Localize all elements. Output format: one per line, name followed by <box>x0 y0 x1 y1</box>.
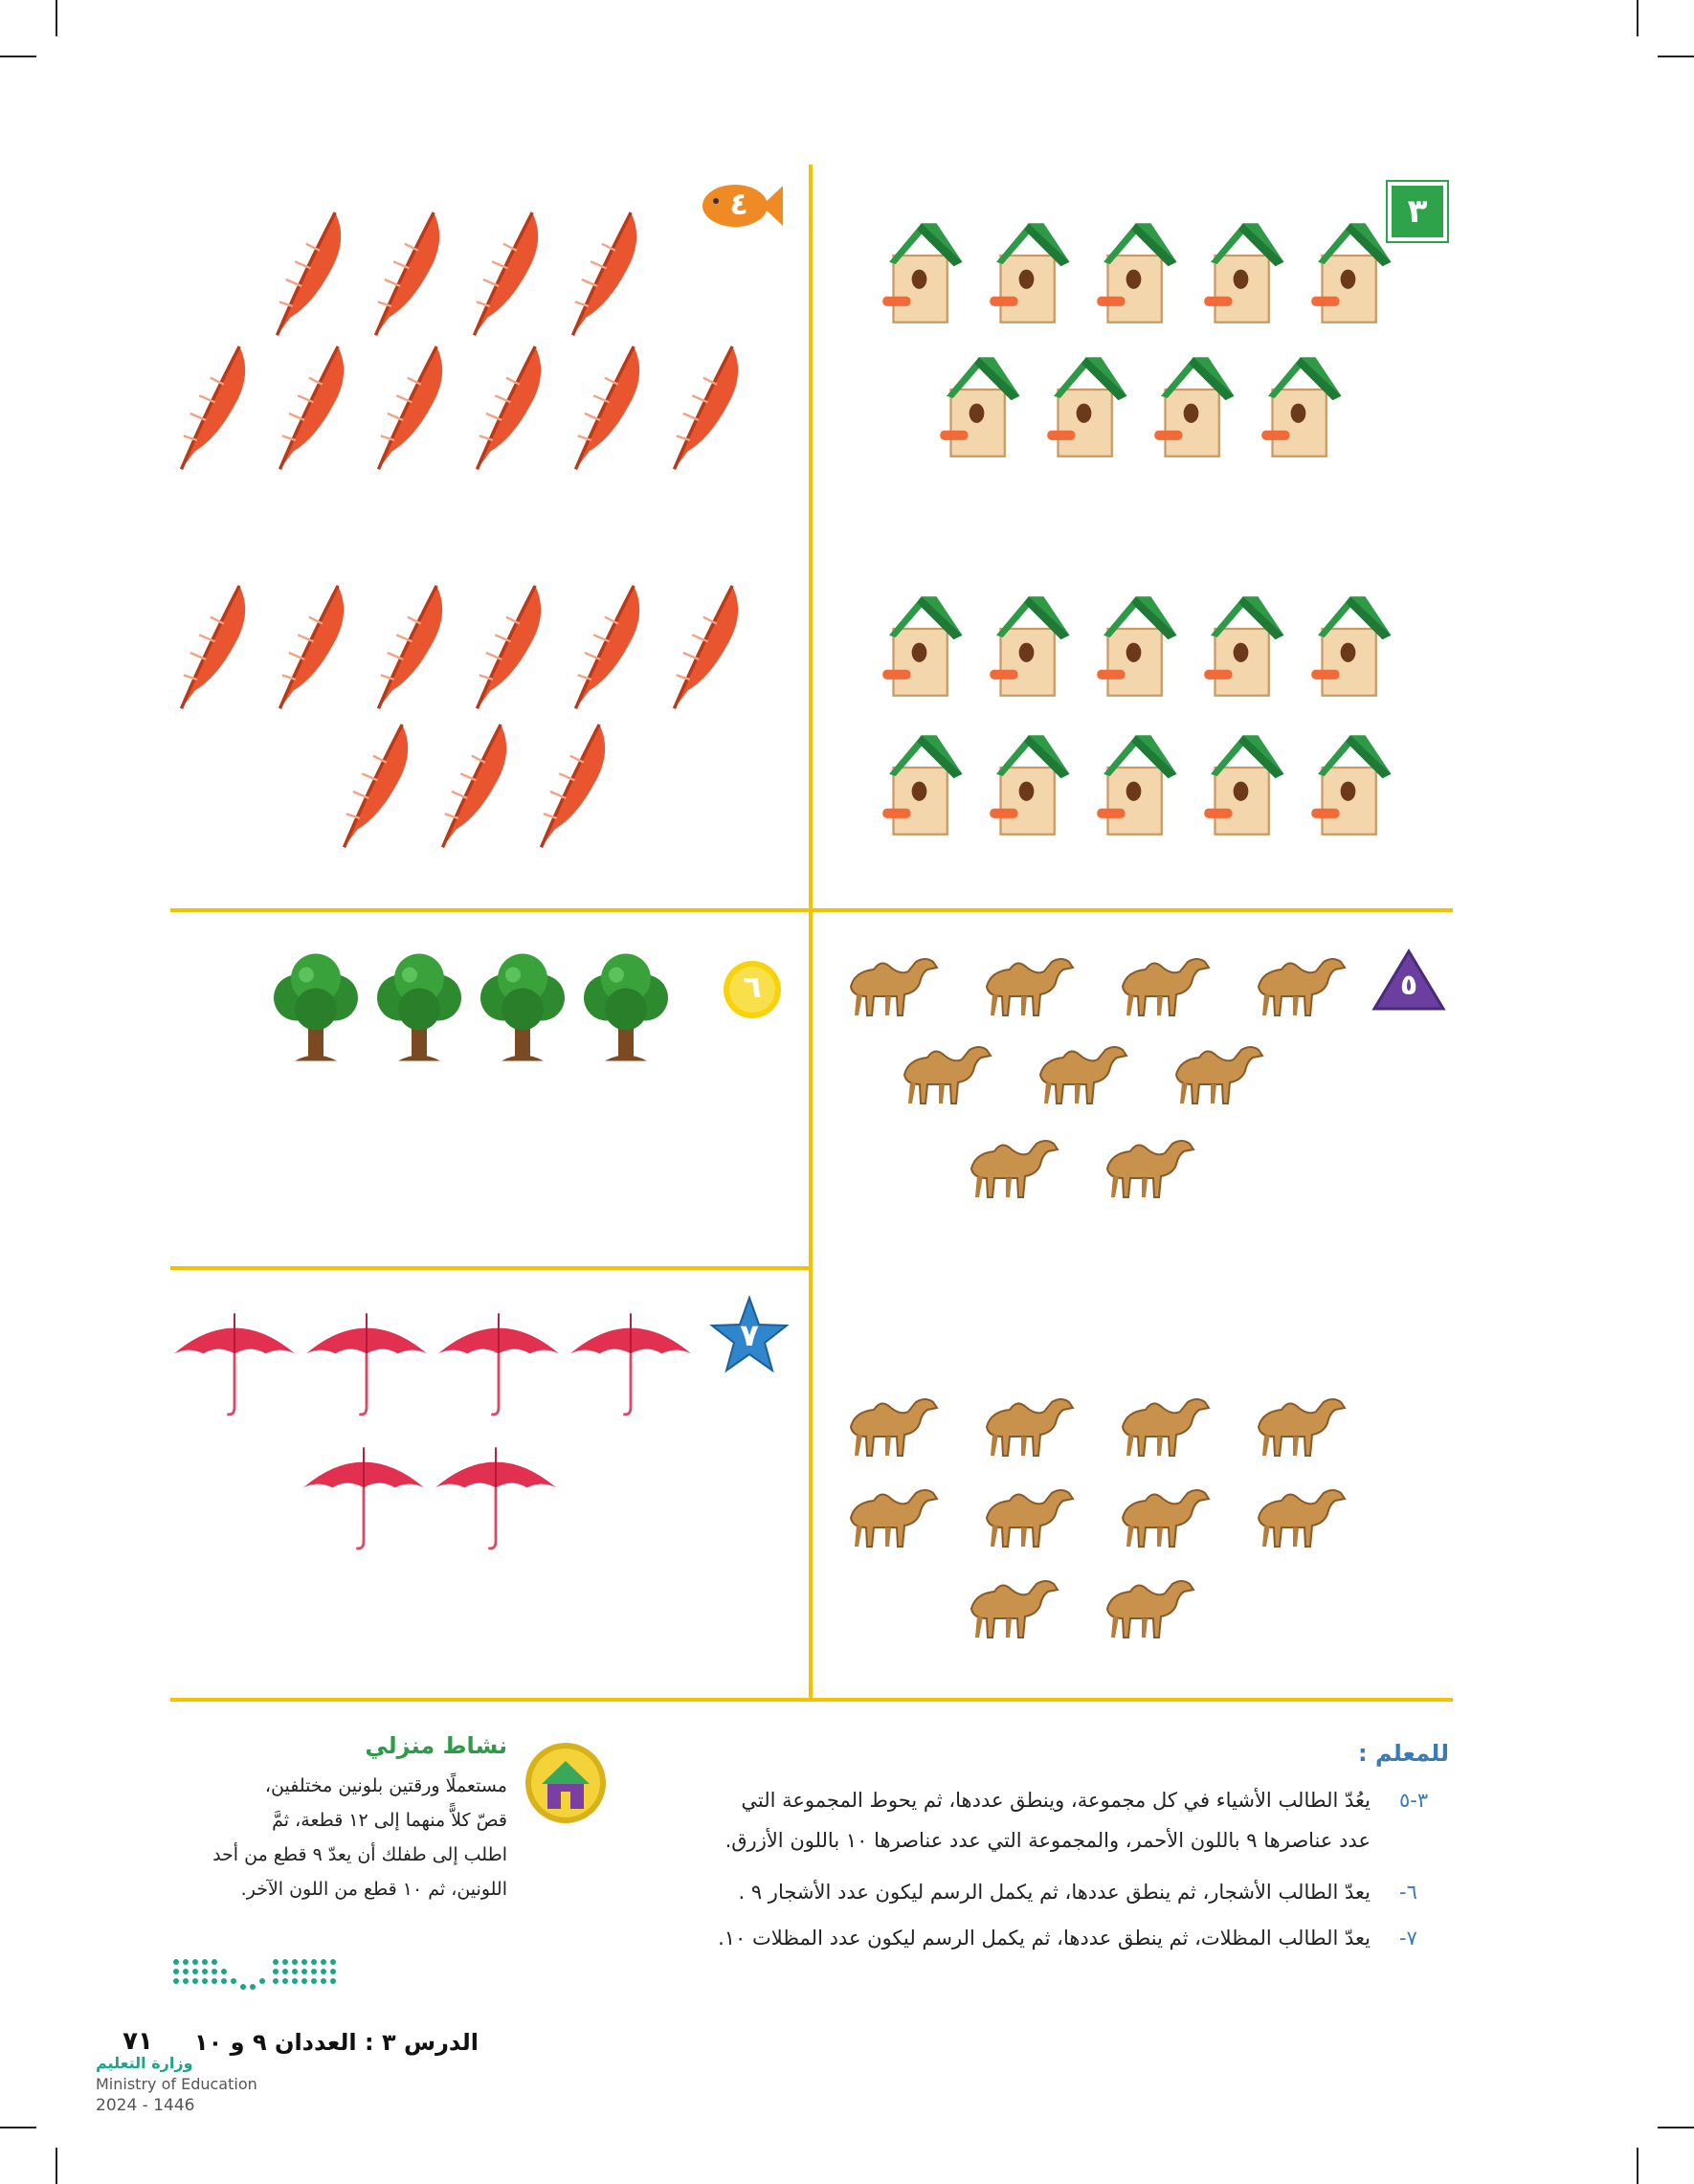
teacher-note-item <box>593 1872 1417 1912</box>
feather-icon <box>564 206 642 340</box>
birdhouse-icon <box>1045 345 1131 469</box>
birdhouse-icon <box>880 211 967 335</box>
birdhouse-icon <box>880 723 967 847</box>
crop-mark <box>56 2148 57 2184</box>
home-activity-line: مستعملًا ورقتين بلونين مختلفين، <box>264 1775 507 1796</box>
teacher-notes-title: للمعلم : <box>1357 1740 1449 1767</box>
camel-icon <box>1156 1040 1281 1107</box>
teacher-note-item <box>593 1780 1429 1861</box>
feather-icon <box>665 579 744 713</box>
umbrella-icon <box>567 1306 695 1419</box>
grid-line-horizontal <box>170 1266 812 1270</box>
exercise-7-number: ٧ <box>740 1317 759 1353</box>
teacher-note-item <box>593 1918 1417 1958</box>
birdhouse-group-bottom <box>880 584 1416 861</box>
birdhouse-icon <box>988 584 1074 708</box>
teacher-note-number: ٧- <box>1399 1927 1417 1950</box>
home-activity-text <box>172 1769 507 1906</box>
feather-icon <box>369 340 448 474</box>
camel-icon <box>1087 1134 1212 1201</box>
camel-icon <box>967 952 1091 1019</box>
tree-icon <box>268 947 364 1067</box>
feather-icon <box>268 206 346 340</box>
camel-icon <box>1238 1393 1363 1460</box>
feather-icon <box>567 579 645 713</box>
feather-icon <box>434 718 512 852</box>
feather-icon <box>271 340 349 474</box>
feather-icon <box>172 579 251 713</box>
birdhouse-icon <box>1152 345 1238 469</box>
birdhouse-icon <box>1095 211 1181 335</box>
grid-line-horizontal <box>170 908 1453 912</box>
umbrella-group <box>170 1306 706 1565</box>
exercise-6-badge <box>720 957 785 1022</box>
house-icon <box>523 1740 609 1826</box>
feather-group-top <box>172 206 766 483</box>
camel-icon <box>1020 1040 1145 1107</box>
crop-mark <box>0 2127 36 2128</box>
feather-icon <box>465 206 544 340</box>
footer-lesson <box>172 2029 479 2056</box>
lesson-title: الدرس ٣ : العددان ٩ و ١٠ <box>194 2029 479 2056</box>
teacher-note-number: ٦- <box>1399 1881 1417 1904</box>
camel-icon <box>831 1483 955 1550</box>
teacher-note-number: ٣-٥ <box>1399 1789 1429 1812</box>
tree-icon <box>578 947 674 1067</box>
feather-icon <box>172 340 251 474</box>
camel-icon <box>951 1134 1076 1201</box>
camel-icon <box>1103 952 1227 1019</box>
tree-group <box>268 947 670 1072</box>
feather-icon <box>367 206 445 340</box>
feather-icon <box>468 340 546 474</box>
page-number: ٧١ <box>123 2027 153 2056</box>
camel-icon <box>831 952 955 1019</box>
camel-icon <box>1238 1483 1363 1550</box>
grid-line-horizontal <box>170 1698 1453 1702</box>
crop-mark <box>1637 0 1638 36</box>
camel-icon <box>1103 1393 1227 1460</box>
crop-mark <box>1637 2148 1638 2184</box>
birdhouse-icon <box>880 584 967 708</box>
home-activity-line: قصّ كلاًّ منهما إلى ١٢ قطعة، ثمَّ <box>272 1810 507 1831</box>
feather-icon <box>369 579 448 713</box>
edition-year: 2024 - 1446 <box>96 2096 195 2115</box>
teacher-note-line: يعدّ الطالب الأشجار، ثم ينطق عددها، ثم يكمل الرسم ليكون عدد الأشجار ٩ . <box>738 1881 1371 1904</box>
birdhouse-icon <box>1202 211 1288 335</box>
camel-group-top <box>831 952 1376 1211</box>
exercise-5-number: ٥ <box>1399 969 1418 1002</box>
home-activity-icon <box>523 1740 609 1826</box>
exercise-4-number: ٤ <box>729 186 748 222</box>
camel-icon <box>884 1040 1009 1107</box>
camel-group-bottom <box>831 1393 1376 1660</box>
birdhouse-icon <box>988 723 1074 847</box>
birdhouse-icon <box>1309 584 1395 708</box>
camel-icon <box>967 1483 1091 1550</box>
exercise-3-number: ٣ <box>1407 192 1428 231</box>
ministry-name-ar: وزارة التعليم <box>96 2054 193 2072</box>
camel-icon <box>967 1393 1091 1460</box>
camel-icon <box>951 1574 1076 1641</box>
grid-line-vertical <box>809 165 813 1700</box>
feather-icon <box>532 718 611 852</box>
teacher-note-line: يعدّ الطالب المظلات، ثم ينطق عددها، ثم يكمل الرسم ليكون عدد المظلات ١٠. <box>718 1927 1371 1950</box>
feather-icon <box>665 340 744 474</box>
birdhouse-icon <box>1095 723 1181 847</box>
feather-icon <box>468 579 546 713</box>
umbrella-icon <box>170 1306 299 1419</box>
tree-icon <box>371 947 467 1067</box>
exercise-5-badge <box>1371 947 1447 1013</box>
feather-group-bottom <box>172 579 766 857</box>
umbrella-icon <box>302 1306 431 1419</box>
teacher-note-line: عدد عناصرها ٩ باللون الأحمر، والمجموعة التي عدد عناصرها ١٠ باللون الأزرق. <box>724 1829 1371 1852</box>
birdhouse-icon <box>938 345 1024 469</box>
birdhouse-icon <box>988 211 1074 335</box>
exercise-7-badge <box>708 1294 791 1376</box>
birdhouse-group-top <box>880 211 1416 469</box>
umbrella-icon <box>432 1440 560 1553</box>
umbrella-icon <box>435 1306 563 1419</box>
home-activity-title: نشاط منزلي <box>365 1732 507 1759</box>
crop-mark <box>0 56 36 57</box>
crop-mark <box>1658 56 1694 57</box>
birdhouse-icon <box>1309 723 1395 847</box>
tree-icon <box>475 947 570 1067</box>
home-activity-line: اطلب إلى طفلك أن يعدّ ٩ قطع من أحد <box>212 1844 507 1865</box>
birdhouse-icon <box>1309 211 1395 335</box>
exercise-6-number: ٦ <box>743 969 762 1005</box>
crop-mark <box>1658 2127 1694 2128</box>
birdhouse-icon <box>1259 345 1346 469</box>
vision-logo <box>170 1954 343 1996</box>
ministry-name-en: Ministry of Education <box>96 2075 257 2093</box>
camel-icon <box>1103 1483 1227 1550</box>
feather-icon <box>271 579 349 713</box>
feather-icon <box>567 340 645 474</box>
birdhouse-icon <box>1202 584 1288 708</box>
camel-icon <box>831 1393 955 1460</box>
umbrella-icon <box>300 1440 428 1553</box>
camel-icon <box>1238 952 1363 1019</box>
teacher-note-line: يعُدّ الطالب الأشياء في كل مجموعة، وينطق عددها، ثم يحوط المجموعة التي <box>741 1789 1371 1812</box>
home-activity-line: اللونين، ثم ١٠ قطع من اللون الآخر. <box>240 1879 507 1900</box>
feather-icon <box>335 718 413 852</box>
birdhouse-icon <box>1095 584 1181 708</box>
camel-icon <box>1087 1574 1212 1641</box>
crop-mark <box>56 0 57 36</box>
birdhouse-icon <box>1202 723 1288 847</box>
